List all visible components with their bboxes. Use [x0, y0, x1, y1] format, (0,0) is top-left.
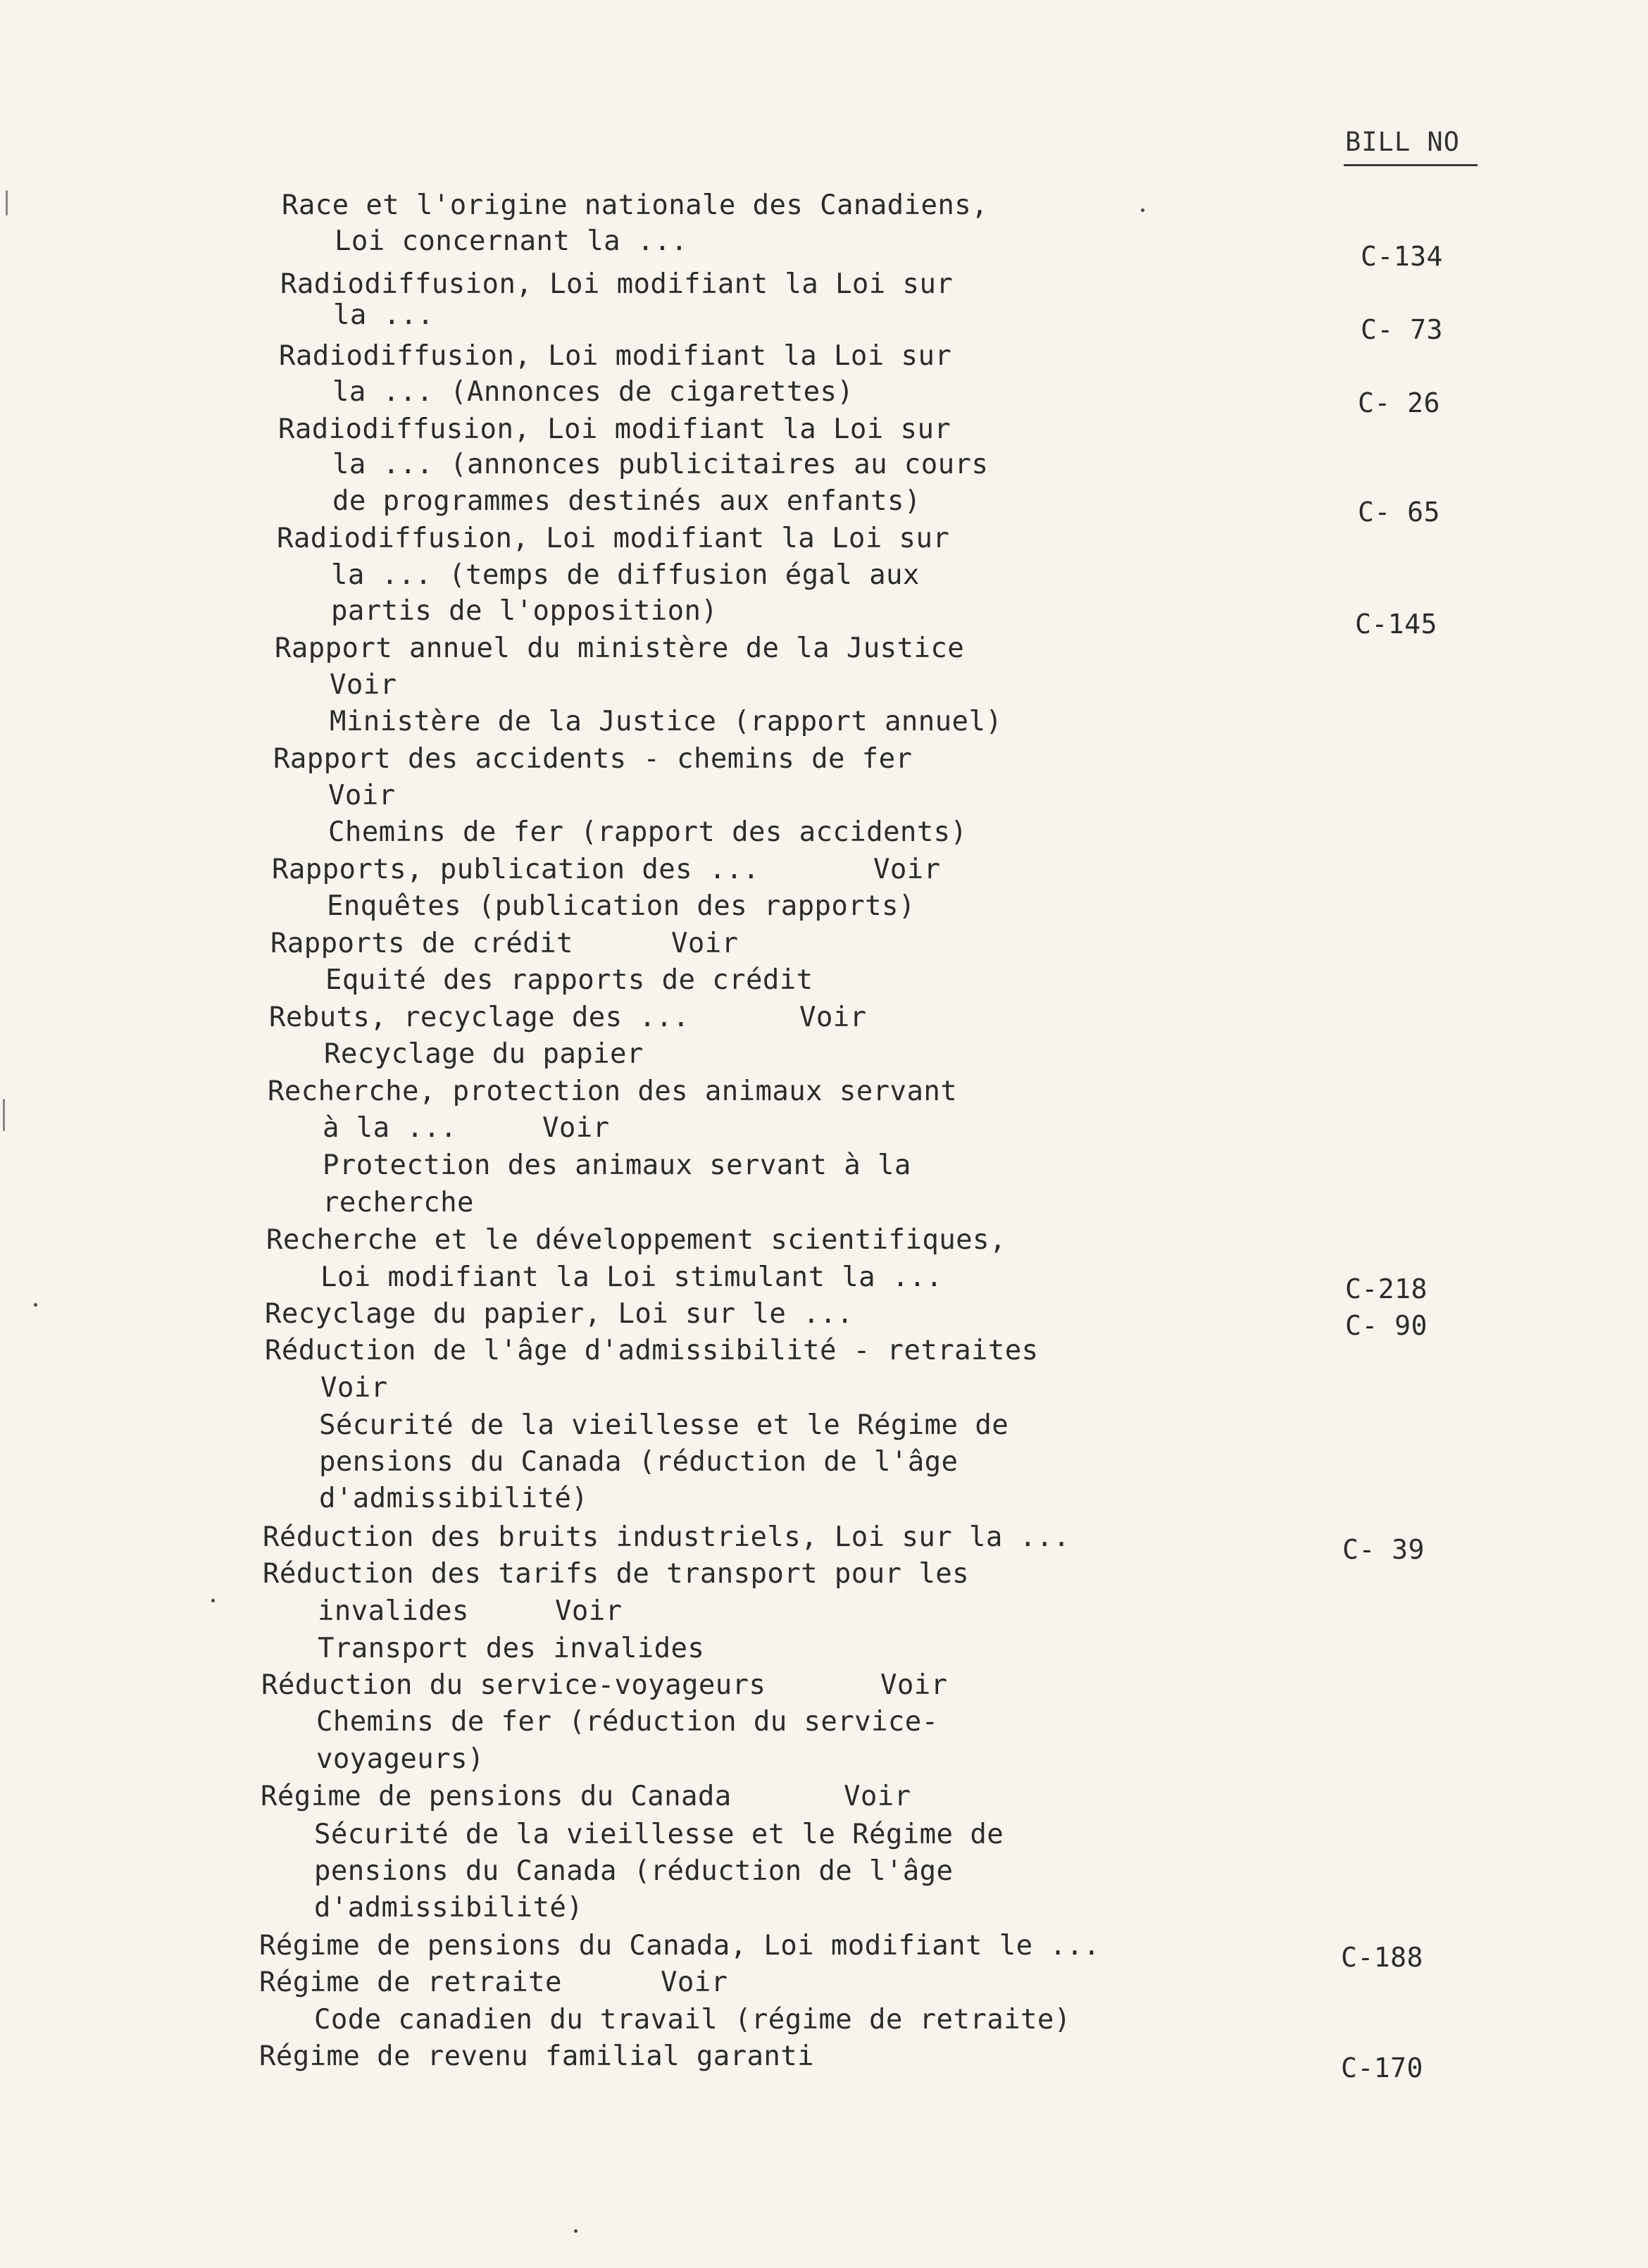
entry-line: Réduction de l'âge d'admissibilité - retraites: [265, 1335, 1039, 1366]
entry-line: Rebuts, recyclage des ...: [269, 1002, 689, 1033]
entry-line: Voir: [799, 1002, 867, 1033]
entry-line: Recyclage du papier, Loi sur le ...: [265, 1298, 854, 1330]
bill-number: C- 73: [1361, 314, 1443, 345]
entry-line: Réduction des tarifs de transport pour les: [263, 1558, 969, 1590]
entry-line: Recherche et le développement scientifiques,: [266, 1224, 1006, 1256]
entry-line: Sécurité de la vieillesse et le Régime de: [319, 1409, 1009, 1441]
entry-line: Radiodiffusion, Loi modifiant la Loi sur: [277, 523, 950, 554]
entry-line: Régime de revenu familial garanti: [259, 2040, 815, 2072]
speck: [211, 1599, 215, 1602]
entry-line: de programmes destinés aux enfants): [332, 485, 921, 517]
bill-no-header: BILL NO: [1345, 127, 1460, 157]
entry-line: Voir: [542, 1112, 610, 1144]
entry-line: Régime de retraite: [259, 1967, 562, 1998]
entry-line: Radiodiffusion, Loi modifiant la Loi sur: [279, 340, 952, 372]
entry-line: invalides: [318, 1595, 469, 1627]
entry-line: Protection des animaux servant à la: [323, 1149, 911, 1181]
entry-line: partis de l'opposition): [331, 595, 718, 627]
entry-line: Voir: [671, 928, 739, 959]
entry-line: la ... (temps de diffusion égal aux: [331, 559, 920, 591]
entry-line: Recyclage du papier: [324, 1038, 644, 1070]
entry-line: Rapport des accidents - chemins de fer: [273, 743, 913, 775]
entry-line: Régime de pensions du Canada: [261, 1781, 732, 1812]
entry-line: Réduction des bruits industriels, Loi sur la ...: [263, 1521, 1070, 1553]
entry-line: pensions du Canada (réduction de l'âge: [319, 1446, 959, 1478]
bill-number: C-218: [1345, 1273, 1428, 1304]
entry-line: Voir: [320, 1372, 388, 1404]
entry-line: Voir: [328, 780, 396, 811]
margin-mark: [3, 1099, 5, 1131]
entry-line: à la ...: [323, 1112, 458, 1144]
speck: [34, 1303, 37, 1307]
entry-line: Réduction du service-voyageurs: [261, 1669, 766, 1701]
margin-mark: [6, 190, 8, 216]
entry-line: Code canadien du travail (régime de retraite): [314, 2004, 1071, 2036]
entry-line: Loi modifiant la Loi stimulant la ...: [320, 1261, 943, 1293]
entry-line: Transport des invalides: [318, 1633, 705, 1664]
entry-line: la ...: [333, 299, 435, 331]
bill-number: C-145: [1355, 609, 1437, 640]
bill-number: C- 65: [1358, 497, 1440, 528]
speck: [1141, 208, 1144, 212]
entry-line: Chemins de fer (réduction du service-: [316, 1706, 939, 1738]
entry-line: la ... (Annonces de cigarettes): [332, 376, 854, 408]
entry-line: Rapports, publication des ...: [272, 854, 760, 885]
entry-line: la ... (annonces publicitaires au cours: [332, 449, 989, 480]
bill-number: C- 39: [1342, 1534, 1425, 1565]
entry-line: Enquêtes (publication des rapports): [327, 890, 916, 922]
bill-number: C-188: [1341, 1942, 1423, 1973]
entry-line: Ministère de la Justice (rapport annuel): [330, 706, 1003, 737]
entry-line: Equité des rapports de crédit: [325, 964, 813, 996]
entry-line: Voir: [873, 854, 941, 885]
entry-line: Voir: [330, 669, 397, 701]
header-underline: [1344, 164, 1478, 166]
entry-line: Recherche, protection des animaux servant: [268, 1076, 958, 1107]
bill-number: C- 90: [1345, 1310, 1428, 1341]
entry-line: voyageurs): [316, 1743, 485, 1775]
entry-line: Chemins de fer (rapport des accidents): [328, 816, 968, 848]
entry-line: Radiodiffusion, Loi modifiant la Loi sur: [280, 268, 954, 300]
entry-line: Loi concernant la ...: [335, 225, 688, 257]
entry-line: Voir: [661, 1967, 728, 1998]
bill-number: C-170: [1341, 2052, 1423, 2083]
entry-line: Race et l'origine nationale des Canadiens,: [282, 189, 988, 221]
entry-line: Régime de pensions du Canada, Loi modifiant le ...: [259, 1930, 1100, 1962]
bill-number: C- 26: [1358, 387, 1440, 418]
entry-line: d'admissibilité): [319, 1483, 589, 1514]
bill-number: C-134: [1361, 241, 1443, 272]
entry-line: Voir: [844, 1781, 911, 1812]
entry-line: Voir: [555, 1595, 623, 1627]
entry-line: Rapport annuel du ministère de la Justice: [275, 633, 965, 664]
entry-line: recherche: [323, 1187, 474, 1219]
entry-line: Rapports de crédit: [270, 928, 573, 959]
entry-line: d'admissibilité): [314, 1892, 584, 1924]
entry-line: Sécurité de la vieillesse et le Régime de: [314, 1819, 1004, 1850]
entry-line: pensions du Canada (réduction de l'âge: [314, 1855, 954, 1887]
entry-line: Voir: [880, 1669, 948, 1701]
speck: [574, 2229, 578, 2233]
entry-line: Radiodiffusion, Loi modifiant la Loi sur: [278, 413, 951, 445]
